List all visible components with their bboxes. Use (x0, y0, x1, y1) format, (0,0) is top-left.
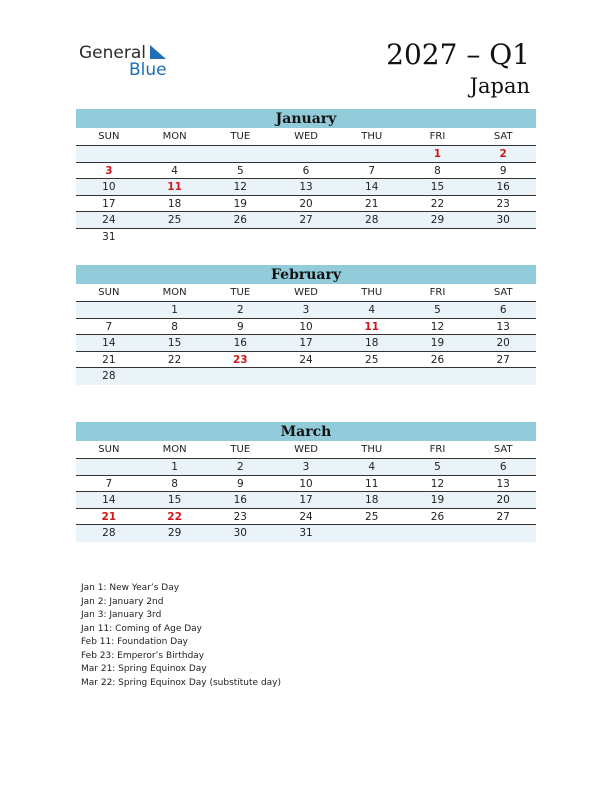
day-cell: 20 (496, 494, 510, 506)
day-cell: 9 (236, 477, 244, 490)
weekday-header-row (76, 284, 536, 302)
day-cell: 9 (236, 320, 244, 333)
holiday-entry: Jan 3: January 3rd (81, 610, 162, 620)
week-row (76, 146, 536, 163)
logo-general-text: General (79, 43, 146, 63)
day-cell: 1 (433, 148, 442, 160)
country-name: Japan (469, 74, 530, 98)
day-cell: 24 (299, 353, 313, 366)
empty-day-cell (142, 146, 208, 162)
empty-day-cell (339, 146, 405, 162)
day-cell: 3 (302, 304, 310, 316)
week-row (76, 212, 536, 229)
day-cell: 15 (167, 337, 182, 349)
day-cell: 28 (102, 370, 116, 382)
day-cell: 7 (105, 320, 113, 333)
day-cell: 24 (102, 214, 116, 226)
day-cell: 21 (365, 197, 379, 210)
weekday-label: THU (361, 444, 383, 455)
day-cell: 12 (430, 477, 445, 490)
day-cell: 25 (167, 214, 182, 226)
month-title: March (76, 422, 536, 441)
weekday-label: FRI (429, 444, 446, 455)
week-row (76, 368, 536, 385)
day-cell: 6 (302, 164, 310, 177)
day-cell: 6 (499, 304, 507, 316)
month-march (76, 422, 536, 542)
empty-day-cell (273, 368, 339, 385)
day-cell: 23 (496, 197, 510, 210)
weekday-label: TUE (230, 444, 251, 455)
day-cell: 21 (101, 510, 117, 523)
day-cell: 22 (167, 353, 182, 366)
day-cell: 4 (368, 304, 376, 316)
day-cell: 20 (299, 197, 313, 210)
week-row (76, 335, 536, 352)
weekday-header-row (76, 441, 536, 459)
day-cell: 5 (434, 304, 441, 316)
empty-day-cell (76, 459, 142, 475)
week-row (76, 459, 536, 476)
weekday-label: SUN (98, 131, 120, 142)
week-row (76, 492, 536, 509)
day-cell: 23 (233, 510, 247, 523)
day-cell: 10 (102, 181, 116, 193)
day-cell: 20 (496, 337, 510, 349)
day-cell: 28 (365, 214, 379, 226)
day-cell: 13 (496, 320, 510, 333)
empty-day-cell (207, 146, 273, 162)
day-cell: 18 (365, 494, 379, 506)
empty-day-cell (405, 525, 471, 542)
empty-day-cell (405, 368, 471, 385)
weekday-label: SUN (98, 287, 120, 298)
day-cell: 27 (496, 353, 510, 366)
day-cell: 24 (299, 510, 313, 523)
day-cell: 19 (233, 197, 247, 210)
holiday-entry: Jan 2: January 2nd (81, 596, 164, 607)
weekday-label: SAT (493, 444, 513, 455)
generalblue-logo (79, 43, 179, 83)
week-row (76, 196, 536, 213)
day-cell: 10 (299, 320, 313, 333)
week-row (76, 179, 536, 196)
day-cell: 5 (434, 461, 441, 473)
day-cell: 22 (167, 510, 182, 523)
day-cell: 3 (105, 164, 113, 177)
day-cell: 18 (365, 337, 379, 349)
week-row (76, 525, 536, 542)
weekday-label: SAT (493, 131, 513, 142)
day-cell: 27 (496, 510, 510, 523)
day-cell: 13 (299, 181, 313, 193)
day-cell: 2 (236, 304, 244, 316)
empty-day-cell (339, 368, 405, 385)
day-cell: 22 (430, 197, 445, 210)
day-cell: 12 (233, 181, 247, 193)
day-cell: 23 (232, 353, 248, 366)
weekday-label: MON (162, 444, 187, 455)
empty-day-cell (207, 368, 273, 385)
day-cell: 4 (171, 164, 178, 177)
day-cell: 6 (499, 461, 507, 473)
day-cell: 16 (496, 181, 510, 193)
day-cell: 5 (236, 164, 244, 177)
day-cell: 30 (233, 527, 247, 539)
weekday-label: WED (294, 287, 318, 298)
week-row (76, 352, 536, 369)
day-cell: 31 (102, 230, 116, 243)
weekday-label: TUE (230, 131, 251, 142)
day-cell: 13 (496, 477, 510, 490)
holiday-entry: Jan 1: New Year’s Day (81, 583, 180, 593)
logo-blue-text: Blue (129, 60, 167, 80)
day-cell: 26 (430, 510, 445, 523)
weekday-label: SUN (98, 444, 120, 455)
empty-day-cell (76, 302, 142, 318)
empty-day-cell (207, 229, 273, 246)
day-cell: 1 (171, 304, 178, 316)
day-cell: 17 (299, 337, 313, 349)
empty-day-cell (76, 146, 142, 162)
day-cell: 2 (236, 461, 244, 473)
day-cell: 17 (299, 494, 313, 506)
day-cell: 2 (499, 148, 507, 160)
day-cell: 8 (434, 164, 441, 177)
day-cell: 31 (299, 527, 313, 539)
month-title: February (76, 265, 536, 284)
empty-day-cell (470, 525, 536, 542)
holiday-entry: Feb 23: Emperor’s Birthday (81, 650, 205, 661)
day-cell: 15 (430, 181, 445, 193)
weekday-label: FRI (429, 131, 446, 142)
month-title: January (76, 109, 536, 128)
day-cell: 25 (365, 353, 379, 366)
day-cell: 7 (368, 164, 376, 177)
week-row (76, 319, 536, 336)
holiday-entry: Mar 22: Spring Equinox Day (substitute day) (81, 677, 282, 688)
week-row (76, 163, 536, 180)
day-cell: 9 (499, 164, 507, 177)
weekday-label: SAT (493, 287, 513, 298)
day-cell: 19 (430, 494, 445, 506)
empty-day-cell (142, 229, 208, 246)
day-cell: 18 (167, 197, 182, 210)
empty-day-cell (339, 525, 405, 542)
day-cell: 16 (233, 494, 247, 506)
day-cell: 12 (430, 320, 445, 333)
day-cell: 29 (167, 527, 182, 539)
day-cell: 11 (364, 320, 380, 333)
weekday-label: FRI (429, 287, 446, 298)
weekday-label: WED (294, 131, 318, 142)
day-cell: 27 (299, 214, 313, 226)
day-cell: 29 (430, 214, 445, 226)
empty-day-cell (470, 229, 536, 246)
week-row (76, 302, 536, 319)
weekday-label: MON (162, 287, 187, 298)
day-cell: 17 (102, 197, 116, 210)
day-cell: 3 (302, 461, 310, 473)
week-row (76, 229, 536, 246)
day-cell: 14 (102, 494, 116, 506)
holiday-entry: Jan 11: Coming of Age Day (81, 623, 202, 634)
holiday-entry: Feb 11: Foundation Day (81, 637, 189, 647)
day-cell: 26 (430, 353, 445, 366)
day-cell: 14 (102, 337, 116, 349)
week-row (76, 509, 536, 526)
logo-triangle-icon (148, 45, 168, 61)
weekday-label: THU (361, 287, 383, 298)
empty-day-cell (339, 229, 405, 246)
day-cell: 19 (430, 337, 445, 349)
holiday-entry: Mar 21: Spring Equinox Day (81, 664, 207, 674)
week-row (76, 476, 536, 493)
day-cell: 11 (365, 477, 379, 490)
empty-day-cell (273, 229, 339, 246)
day-cell: 15 (167, 494, 182, 506)
page-title: 2027 – Q1 (386, 38, 530, 71)
day-cell: 8 (171, 320, 178, 333)
day-cell: 25 (365, 510, 379, 523)
empty-day-cell (273, 146, 339, 162)
day-cell: 16 (233, 337, 247, 349)
empty-day-cell (405, 229, 471, 246)
day-cell: 30 (496, 214, 510, 226)
day-cell: 8 (171, 477, 178, 490)
holiday-list (81, 582, 281, 690)
weekday-label: MON (162, 131, 187, 142)
weekday-header-row (76, 128, 536, 146)
day-cell: 4 (368, 461, 376, 473)
empty-day-cell (142, 368, 208, 385)
day-cell: 1 (171, 461, 178, 473)
day-cell: 26 (233, 214, 247, 226)
day-cell: 7 (105, 477, 113, 490)
month-january (76, 109, 536, 245)
weekday-label: THU (361, 131, 383, 142)
day-cell: 21 (102, 353, 116, 366)
day-cell: 11 (167, 181, 182, 193)
empty-day-cell (470, 368, 536, 385)
day-cell: 28 (102, 527, 116, 539)
day-cell: 10 (299, 477, 313, 490)
weekday-label: WED (294, 444, 318, 455)
day-cell: 14 (365, 181, 379, 193)
weekday-label: TUE (230, 287, 251, 298)
month-february (76, 265, 536, 385)
